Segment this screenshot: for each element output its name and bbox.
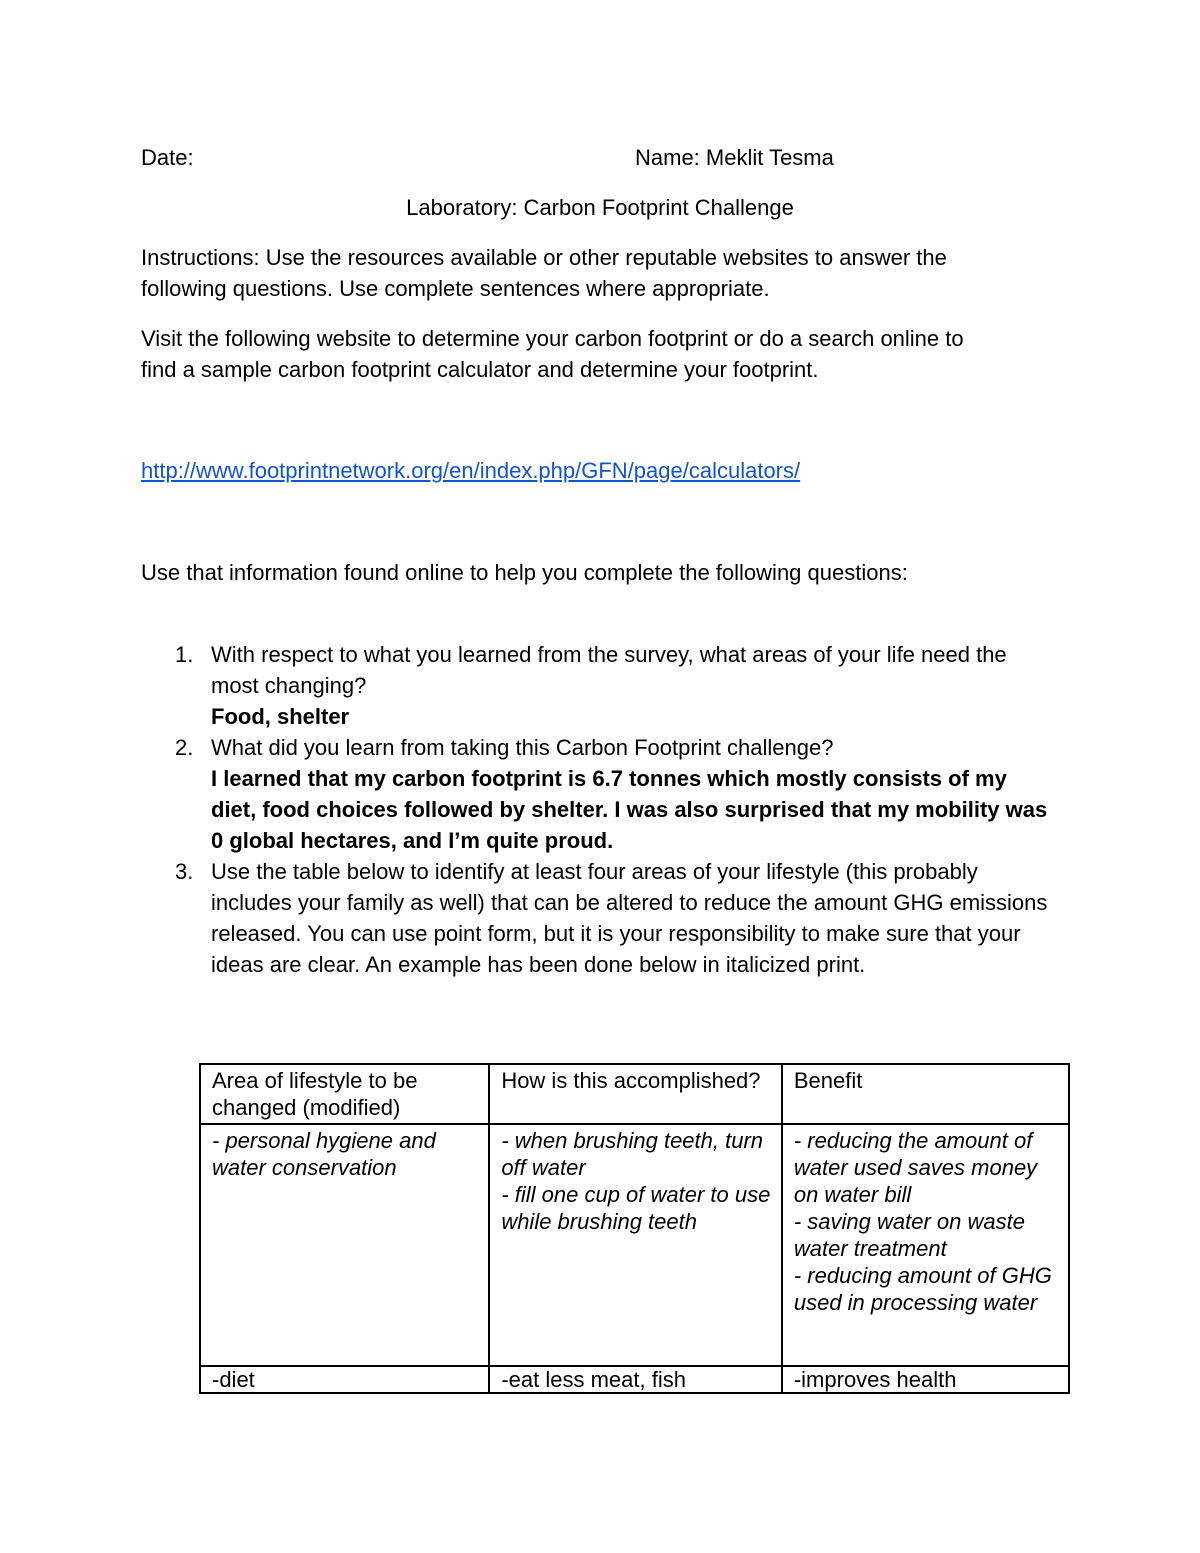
question-text: Use the table below to identify at least four areas of your lifestyle (this probably includes your family as well) that can be altered to reduce the amount GHG emissions released. You can use point form, but it is your responsibility to make sure that your ideas are clear. An example has been done below in italicized print. — [211, 859, 1048, 977]
example-area-cell: - personal hygiene and water conservation — [200, 1124, 489, 1366]
calculator-link[interactable]: http://www.footprintnetwork.org/en/index.php/GFN/page/calculators/ — [141, 458, 801, 483]
diet-area-cell: -diet — [200, 1366, 489, 1393]
table-row — [200, 1124, 1069, 1366]
diet-benefit-cell: -improves health — [782, 1366, 1069, 1393]
visit-line: Visit the following website to determine your carbon footprint or do a search online to — [141, 326, 964, 351]
question-item — [141, 856, 1051, 980]
question-text: With respect to what you learned from the survey, what areas of your life need the most changing? — [211, 642, 1007, 698]
benefit-item: - reducing amount of GHG used in processing water — [793, 1263, 1052, 1315]
header-area: Area of lifestyle to be changed (modified) — [200, 1064, 489, 1124]
answer-text: Food, shelter — [211, 704, 350, 729]
header-benefit: Benefit — [782, 1064, 1069, 1124]
questions-list — [141, 639, 1051, 980]
question-item — [141, 639, 1051, 732]
visit-paragraph — [141, 323, 1041, 385]
benefit-item: - saving water on waste water treatment — [793, 1209, 1025, 1261]
use-info-text: Use that information found online to help you complete the following questions: — [141, 560, 908, 585]
table-row — [200, 1366, 1069, 1393]
header-how: How is this accomplished? — [489, 1064, 782, 1124]
instructions-line: following questions. Use complete sentences where appropriate. — [141, 276, 770, 301]
date-label: Date: — [141, 145, 194, 170]
how-item: - fill one cup of water to use while brushing teeth — [501, 1182, 771, 1234]
page-title: Laboratory: Carbon Footprint Challenge — [406, 195, 794, 220]
example-how-cell — [489, 1124, 782, 1366]
lifestyle-table — [199, 1063, 1070, 1394]
visit-line: find a sample carbon footprint calculator and determine your footprint. — [141, 357, 819, 382]
table-header-row — [200, 1064, 1069, 1124]
question-number: 1. — [175, 642, 194, 667]
question-item — [141, 732, 1051, 856]
question-number: 2. — [175, 735, 194, 760]
example-benefit-cell — [782, 1124, 1069, 1366]
question-number: 3. — [175, 859, 194, 884]
question-text: What did you learn from taking this Carbon Footprint challenge? — [211, 735, 834, 760]
benefit-item: - reducing the amount of water used saves money on water bill — [793, 1128, 1038, 1207]
how-item: - when brushing teeth, turn off water — [501, 1128, 764, 1180]
instructions-line: Instructions: Use the resources available or other reputable websites to answer the — [141, 245, 947, 270]
instructions-paragraph — [141, 242, 1041, 304]
name-label: Name: Meklit Tesma — [635, 145, 834, 170]
diet-how-cell: -eat less meat, fish — [489, 1366, 782, 1393]
answer-text: I learned that my carbon footprint is 6.7 tonnes which mostly consists of my diet, food choices followed by shelter. I was also surprised that my mobility was 0 global hectares, and I’m quite proud. — [211, 766, 1048, 853]
